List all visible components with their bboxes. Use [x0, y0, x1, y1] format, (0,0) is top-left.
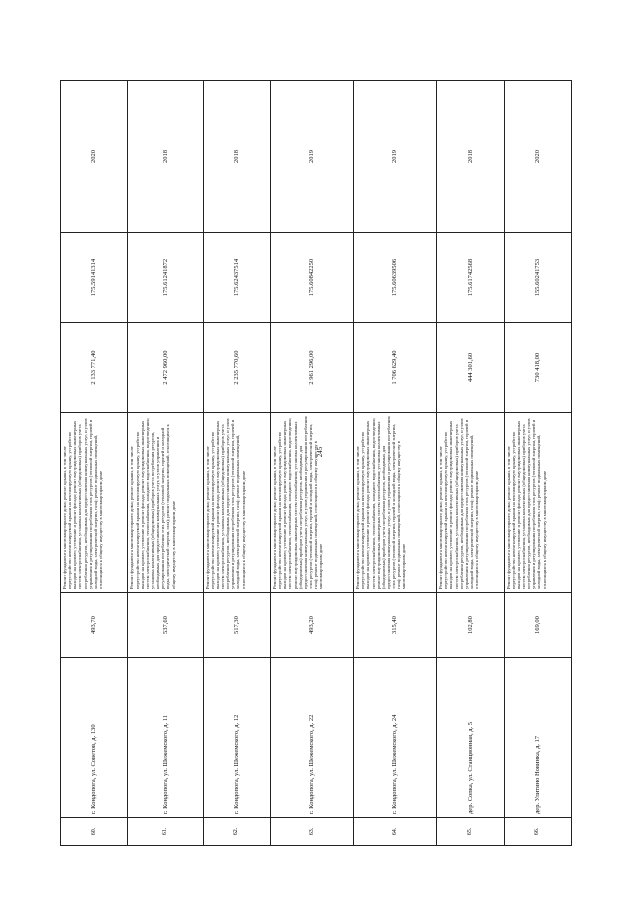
row-area: 102,80	[437, 593, 504, 658]
row-work-types: Ремонт фундамента многоквартирного дома; ремонт крыши, в том числе переустройство невентилируемой крыши на вентилируемую крышу, устройство выходов на кровлю; утепление и ремонт фасада; ремонт внутридомовых инженерных систем электроснабжения, установка коллективных (общедомовых) приборов учета потребления ресурсов, необходимых для предоставления коммунальных услуг, и узлов управления и регулирования потребления этих ресурсов (тепловой энергии, горячей и холодной воды, электрической энергии, газа); ремонт подвальных помещений, относящихся к общему имуществу в многоквартирном доме	[203, 413, 270, 593]
table-row	[504, 81, 571, 846]
row-work-types: Ремонт фундамента многоквартирного дома; ремонт крыши, в том числе переустройство невентилируемой крыши на вентилируемую крышу, устройство выходов на кровлю; утепление и ремонт фасада; ремонт внутридомовых инженерных систем электроснабжения, установка коллективных (общедомовых) приборов учета потребления ресурсов, необходимых для предоставления коммунальных услуг, и узлов управления и регулирования потребления этих ресурсов (тепловой энергии, горячей и холодной воды, электрической энергии, газа); ремонт подвальных помещений, относящихся к общему имуществу в многоквартирном доме	[437, 413, 504, 593]
row-address: г. Кондопога, ул. Шежемского, д. 12	[203, 658, 270, 818]
row-code: 175.61742568	[437, 233, 504, 323]
table-row	[271, 81, 354, 846]
page-number: 245	[316, 446, 324, 458]
row-code: 175.60639506	[354, 233, 437, 323]
row-address: дер. Сопка, ул. Станционная, д. 5	[437, 658, 504, 818]
row-work-types: Ремонт фундамента многоквартирного дома; ремонт крыши, в том числе переустройство невентилируемой крыши на вентилируемую крышу, устройство выходов на кровлю; утепление и ремонт фасада; ремонт внутридомовых инженерных систем электроснабжения, теплоснабжения, холодного водоснабжения, водоотведения; ремонт внутридомовых инженерных систем газоснабжения; установка коллективных (общедомовых) приборов учета потребления ресурсов, необходимых для предоставления коммунальных услуг, и узлов управления и регулирования потребления этих ресурсов (тепловой энергии, горячей и холодной воды, электрической энергии, газа); ремонт подвальных помещений, относящихся к общему имуществу в многоквартирном доме	[271, 413, 354, 593]
row-area: 537,60	[128, 593, 203, 658]
row-code: 155.60241753	[504, 233, 571, 323]
repair-program-table	[60, 80, 572, 846]
table-row	[203, 81, 270, 846]
table-row	[128, 81, 203, 846]
table-body	[61, 81, 572, 846]
row-number: 62.	[203, 818, 270, 846]
row-address: г. Кондопога, ул. Шежемского, д. 11	[128, 658, 203, 818]
row-code: 175.62437514	[203, 233, 270, 323]
row-number: 65.	[437, 818, 504, 846]
row-year: 2018	[437, 81, 504, 233]
rotated-table-wrapper	[60, 81, 572, 846]
row-work-types: Ремонт фундамента многоквартирного дома; ремонт крыши, в том числе переустройство невентилируемой крыши на вентилируемую крышу, устройство выходов на кровлю; утепление и ремонт фасада; ремонт внутридомовых инженерных систем электроснабжения, теплоснабжения, холодного водоснабжения, водоотведения; установка коллективных (общедомовых) приборов учета потребления ресурсов, необходимых для предоставления коммунальных услуг, и узлов управления и регулирования потребления этих ресурсов (тепловой энергии, горячей и холодной воды, электрической энергии, газа); ремонт подвальных помещений, относящихся к общему имуществу в многоквартирном доме	[128, 413, 203, 593]
row-area: 169,00	[504, 593, 571, 658]
row-year: 2018	[128, 81, 203, 233]
row-number: 64.	[354, 818, 437, 846]
row-address: дер. Улитино Новинка, д. 17	[504, 658, 571, 818]
table-row	[61, 81, 128, 846]
row-year: 2020	[61, 81, 128, 233]
row-cost: 2 235 770,60	[203, 323, 270, 413]
row-year: 2020	[504, 81, 571, 233]
row-address: г. Кондопога, ул. Советов, д. 130	[61, 658, 128, 818]
row-number: 60.	[61, 818, 128, 846]
row-area: 493,20	[271, 593, 354, 658]
row-number: 63.	[271, 818, 354, 846]
row-work-types: Ремонт фундамента многоквартирного дома; ремонт крыши, в том числе переустройство невентилируемой крыши на вентилируемую крышу, устройство выходов на кровлю; утепление и ремонт фасада; ремонт внутридомовых инженерных систем электроснабжения, установка коллективных (общедомовых) приборов учета потребления ресурсов, необходимых для предоставления коммунальных услуг, и узлов управления и регулирования потребления этих ресурсов (тепловой энергии, горячей и холодной воды, электрической энергии, газа); ремонт подвальных помещений, относящихся к общему имуществу в многоквартирном доме	[504, 413, 571, 593]
row-code: 175.61241872	[128, 233, 203, 323]
row-cost: 1 706 629,40	[354, 323, 437, 413]
row-cost: 444 301,60	[437, 323, 504, 413]
row-code: 175.60842250	[271, 233, 354, 323]
row-year: 2019	[354, 81, 437, 233]
row-address: г. Кондопога, ул. Шежемского, д. 24	[354, 658, 437, 818]
row-area: 315,40	[354, 593, 437, 658]
row-cost: 2 961 296,00	[271, 323, 354, 413]
row-area: 517,30	[203, 593, 270, 658]
row-area: 493,70	[61, 593, 128, 658]
row-work-types: Ремонт фундамента многоквартирного дома; ремонт крыши, в том числе переустройство невентилируемой крыши на вентилируемую крышу, устройство выходов на кровлю; утепление и ремонт фасада; ремонт внутридомовых инженерных систем электроснабжения, теплоснабжения, холодного водоснабжения, водоотведения; ремонт внутридомовых инженерных систем газоснабжения; установка коллективных (общедомовых) приборов учета потребления ресурсов, необходимых для предоставления коммунальных услуг, и узлов управления и регулирования потребления этих ресурсов (тепловой энергии, горячей и холодной воды, электрической энергии, газа); ремонт подвальных помещений, относящихся к общему имуществу в многоквартирном доме	[354, 413, 437, 593]
row-year: 2018	[203, 81, 270, 233]
row-cost: 2 133 771,40	[61, 323, 128, 413]
table-row	[354, 81, 437, 846]
row-code: 175.59141314	[61, 233, 128, 323]
row-work-types: Ремонт фундамента многоквартирного дома; ремонт крыши, в том числе переустройство невентилируемой крыши на вентилируемую крышу, устройство выходов на кровлю; утепление и ремонт фасада; ремонт внутридомовых инженерных систем электроснабжения, установка коллективных (общедомовых) приборов учета потребления ресурсов, необходимых для предоставления коммунальных услуг, и узлов управления и регулирования потребления этих ресурсов (тепловой энергии, горячей и холодной воды, электрической энергии, газа); ремонт подвальных помещений, относящихся к общему имуществу в многоквартирном доме	[61, 413, 128, 593]
row-number: 61.	[128, 818, 203, 846]
row-address: г. Кондопога, ул. Шежемского, д. 22	[271, 658, 354, 818]
row-cost: 730 418,00	[504, 323, 571, 413]
table-row	[437, 81, 504, 846]
row-cost: 2 472 960,00	[128, 323, 203, 413]
row-year: 2019	[271, 81, 354, 233]
row-number: 66.	[504, 818, 571, 846]
